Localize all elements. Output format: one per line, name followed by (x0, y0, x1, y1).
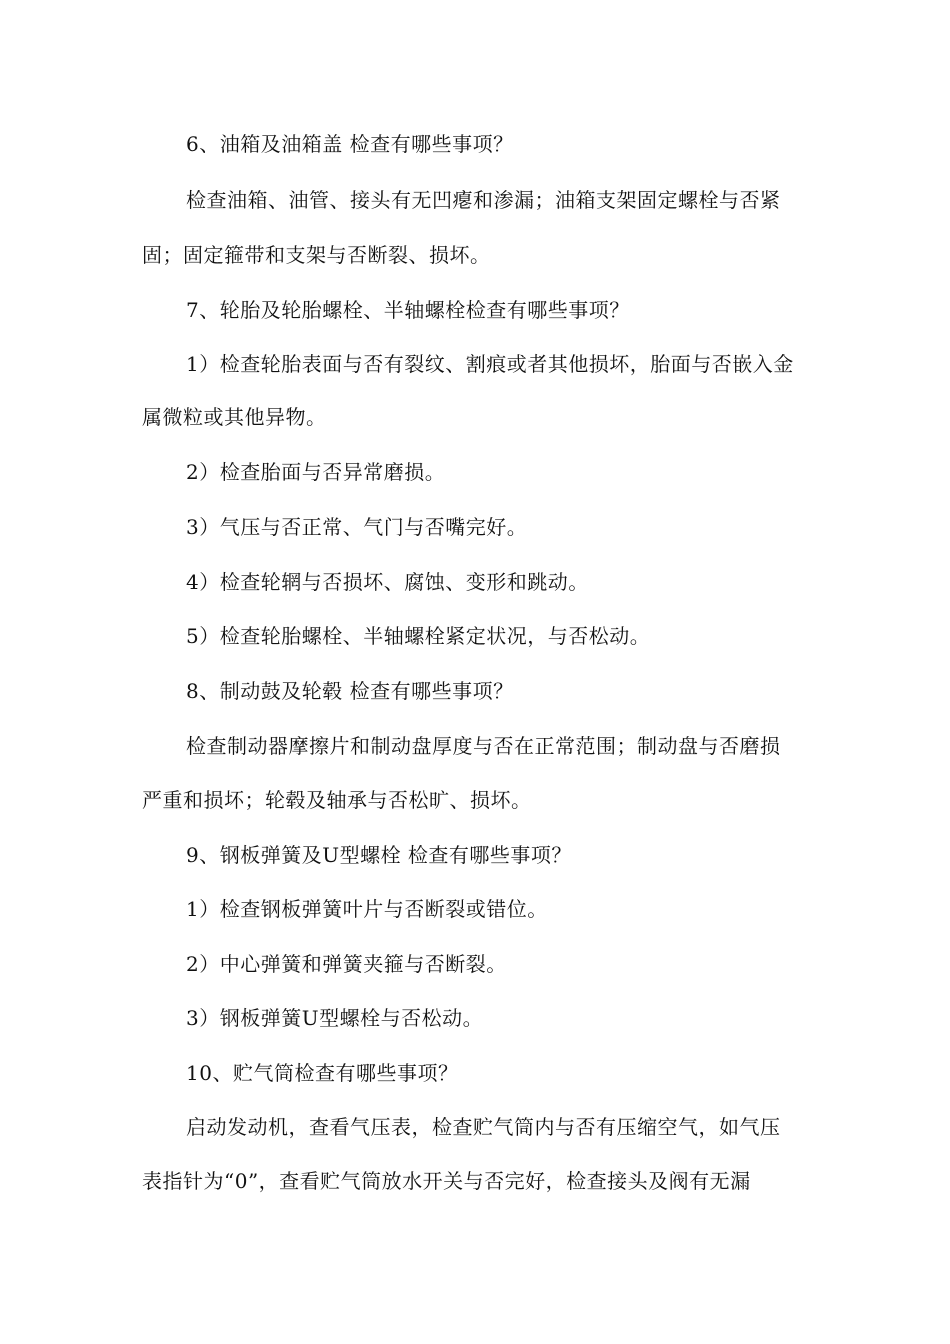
heading-q9: 9、钢板弹簧及U型螺栓 检查有哪些事项？ (186, 843, 572, 867)
heading-q7: 7、轮胎及轮胎螺栓、半轴螺栓检查有哪些事项？ (186, 298, 630, 322)
heading-q6: 6、油箱及油箱盖 检查有哪些事项？ (186, 132, 514, 156)
list-item: 2）中心弹簧和弹簧夹箍与否断裂。 (186, 952, 507, 976)
heading-q10: 10、贮气筒检查有哪些事项？ (186, 1061, 459, 1085)
list-item: 5）检查轮胎螺栓、半轴螺栓紧定状况，与否松动。 (186, 624, 651, 648)
paragraph-line: 属微粒或其他异物。 (142, 405, 327, 429)
paragraph-line: 固；固定箍带和支架与否断裂、损坏。 (142, 243, 491, 267)
list-item: 3）钢板弹簧U型螺栓与否松动。 (186, 1006, 484, 1030)
paragraph-line: 检查油箱、油管、接头有无凹瘪和渗漏；油箱支架固定螺栓与否紧 (186, 188, 781, 212)
list-item: 4）检查轮辋与否损坏、腐蚀、变形和跳动。 (186, 570, 589, 594)
list-item: 1）检查钢板弹簧叶片与否断裂或错位。 (186, 897, 548, 921)
list-item: 1）检查轮胎表面与否有裂纹、割痕或者其他损坏，胎面与否嵌入金 (186, 352, 794, 376)
paragraph-line: 检查制动器摩擦片和制动盘厚度与否在正常范围；制动盘与否磨损 (186, 734, 781, 758)
heading-q8: 8、制动鼓及轮毂 检查有哪些事项？ (186, 679, 514, 703)
paragraph-line: 严重和损坏；轮毂及轴承与否松旷、损坏。 (142, 788, 532, 812)
list-item: 2）检查胎面与否异常磨损。 (186, 460, 446, 484)
paragraph-line: 启动发动机，查看气压表，检查贮气筒内与否有压缩空气，如气压 (186, 1115, 781, 1139)
paragraph-line: 表指针为“0”，查看贮气筒放水开关与否完好，检查接头及阀有无漏 (142, 1169, 751, 1193)
list-item: 3）气压与否正常、气门与否嘴完好。 (186, 515, 528, 539)
